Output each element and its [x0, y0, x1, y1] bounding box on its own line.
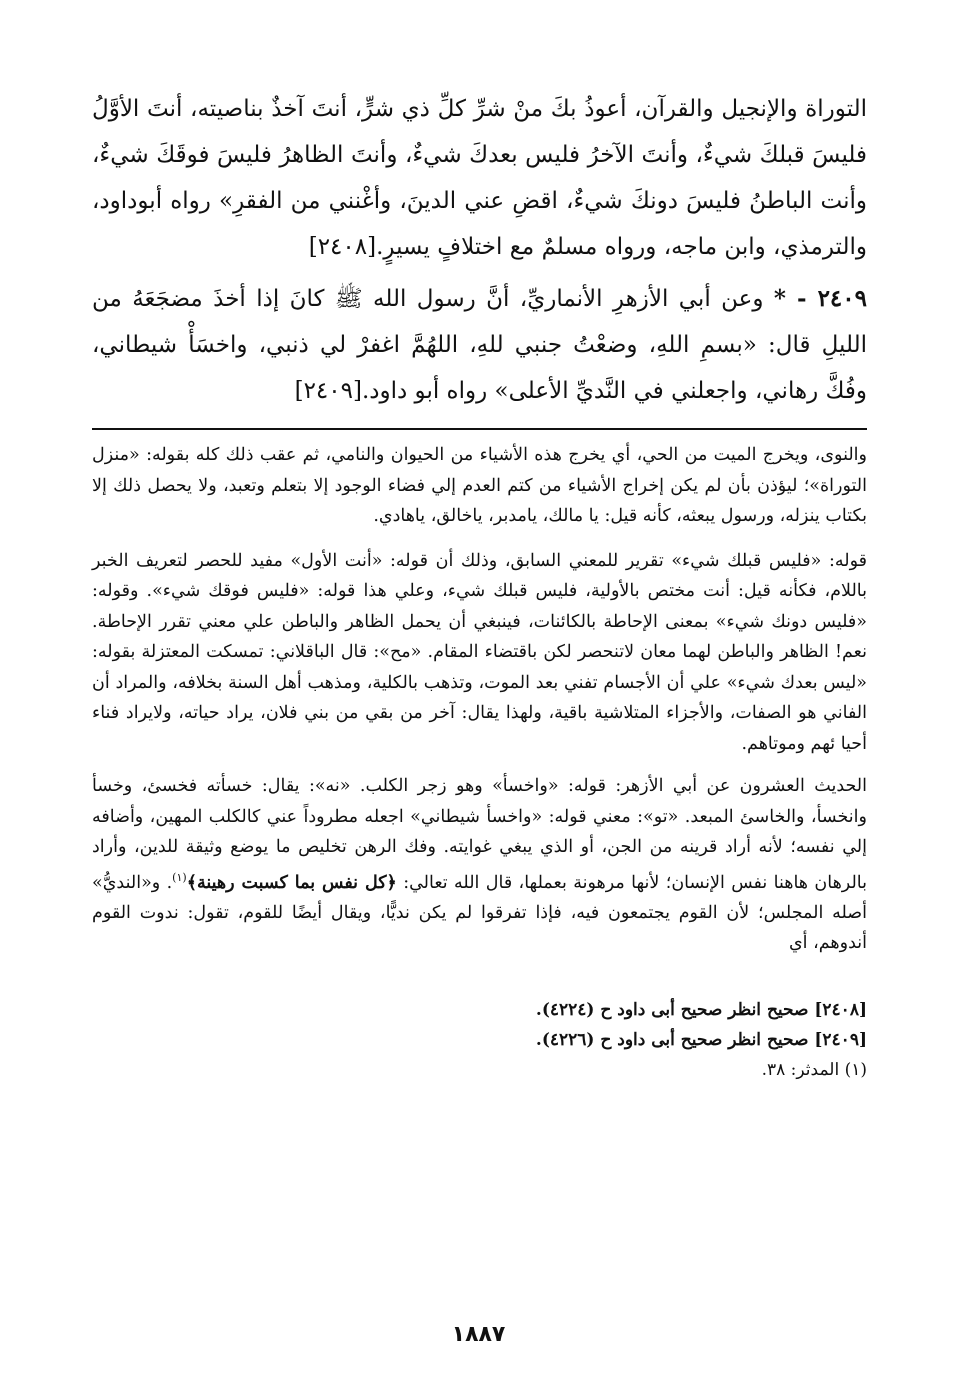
- hadith-number: ٢٤٠٩ - *: [773, 285, 867, 312]
- quran-quote: ﴿كل نفس بما كسبت رهينة﴾: [186, 872, 397, 893]
- hadith-2408-continuation: التوراة والإنجيل والقرآن، أعوذُ بكَ منْ شرِّ كلِّ ذي شرٍّ، أنتَ آخذٌ بناصيته، أنتَ الأوَّلُ فليسَ قبلكَ شيءٌ، وأنتَ الآخرُ فليس بعدكَ شيءٌ، وأنتَ الظاهرُ فليسَ فوقَكَ شيءٌ، وأنت الباطنُ فليسَ دونكَ شيءٌ، اقضِ عني الدينَ، وأغْنني من الفقرِ» رواه أبوداود، والترمذي، وابن ماجه، ورواه مسلمٌ مع اختلافٍ يسيرٍ.[٢٤٠٨]: [92, 96, 867, 260]
- footnote-2408: [٢٤٠٨] صحيح انظر صحيح أبى داود ح (٤٢٢٤).: [535, 999, 867, 1020]
- commentary-p3-end: . و«النديُّ» أصله المجلس؛ لأن القوم يجتمعون فيه، فإذا تفرقوا لم يكن نديًّا، ويقال أيضًا للقوم، تقول: ندوت القوم أندوهم، أي: [92, 872, 867, 954]
- commentary-paragraph-3: [92, 771, 867, 959]
- page-number: ١٨٨٧: [451, 1322, 506, 1347]
- commentary-p3-start: الحديث العشرون عن أبي الأزهر: قوله: «واخسأ» وهو زجر الكلب. «نه»: يقال: خسأته فخسئ، وخسأ وانخسأ، والخاسئ المبعد. «تو»: معني قوله: «واخسأ شيطاني» اجعله مطروداً عني كالكلب المهين، وأضافه إلي نفسه؛ لأنه أراد قرينه من الجن، أو الذي يبغي غوايته. وفك الرهن تخليص ما يوضع وثيقة للدين، وأراد بالرهان هاهنا نفس الإنسان؛ لأنها مرهونة بعملها، قال الله تعالي:: [92, 776, 867, 893]
- document-page: [92, 86, 867, 1085]
- hadith-2409: [92, 276, 867, 414]
- hadith-2409-text: وعن أبي الأزهرِ الأنماريِّ، أنَّ رسول الله ﷺ كانَ إذا أخذَ مضجَعَهُ من الليلِ قال: «بسمِ اللهِ، وضعْتُ جنبي للهِ، اللهُمَّ اغفرْ لي ذنبي، واخسَأْ شيطاني، وفُكَّ رهاني، واجعلني في النَّديِّ الأعلى» رواه أبو داود.[٢٤٠٩]: [92, 286, 867, 404]
- footnotes: [92, 995, 867, 1085]
- footnote-2409: [٢٤٠٩] صحيح انظر صحيح أبى داود ح (٤٢٢٦).: [535, 1029, 867, 1050]
- commentary-divider: [92, 428, 867, 430]
- commentary-paragraph-2: قوله: «فليس قبلك شيء» تقرير للمعني السابق، وذلك أن قوله: «أنت الأول» مفيد للحصر لتعريف الخبر باللام، فكأنه قيل: أنت مختص بالأولية، فليس قبلك شيء، وعلي هذا قوله: «فليس فوقك شيء». وقوله: «فليس دونك شيء» بمعنى الإحاطة بالكائنات، فينبغي أن يحمل الظاهر والباطن علي معني تقرر الإحاطة. نعم! الظاهر والباطن لهما معان لاتنحصر لكن باقتضاء المقام. «مح»: قال الباقلاني: تمسكت المعتزلة بقوله: «ليس بعدك شيء» علي أن الأجسام تفني بعد الموت، وتذهب بالكلية، ومذهب أهل السنة بخلافه، والمراد أن الفاني هو الصفات، والأجزاء المتلاشية باقية، ولهذا يقال: آخر من بقي من بني فلان، يراد حياته، ولايراد فناء أحيا ئهم وموتاهم.: [92, 550, 867, 754]
- footnote-ref: (١): [172, 870, 187, 884]
- main-hadith-text: [92, 86, 867, 414]
- footnote-1: (١) المدثر: ٣٨.: [761, 1059, 867, 1080]
- commentary-section: [92, 440, 867, 959]
- commentary-paragraph-1: والنوى، ويخرج الميت من الحي، أي يخرج هذه الأشياء من الحيوان والنامي، ثم عقب ذلك كله بقوله: «منزل التوراة»؛ ليؤذن بأن لم يكن إخراج الأشياء من كتم العدم إلي فضاء الوجود إلا بتعلم وتعبد، ولا يحصل ذلك إلا بكتاب ينزله، ورسول يبعثه، كأنه قيل: يا مالك، يامدبر، ياخالق، ياهادي.: [92, 445, 867, 526]
